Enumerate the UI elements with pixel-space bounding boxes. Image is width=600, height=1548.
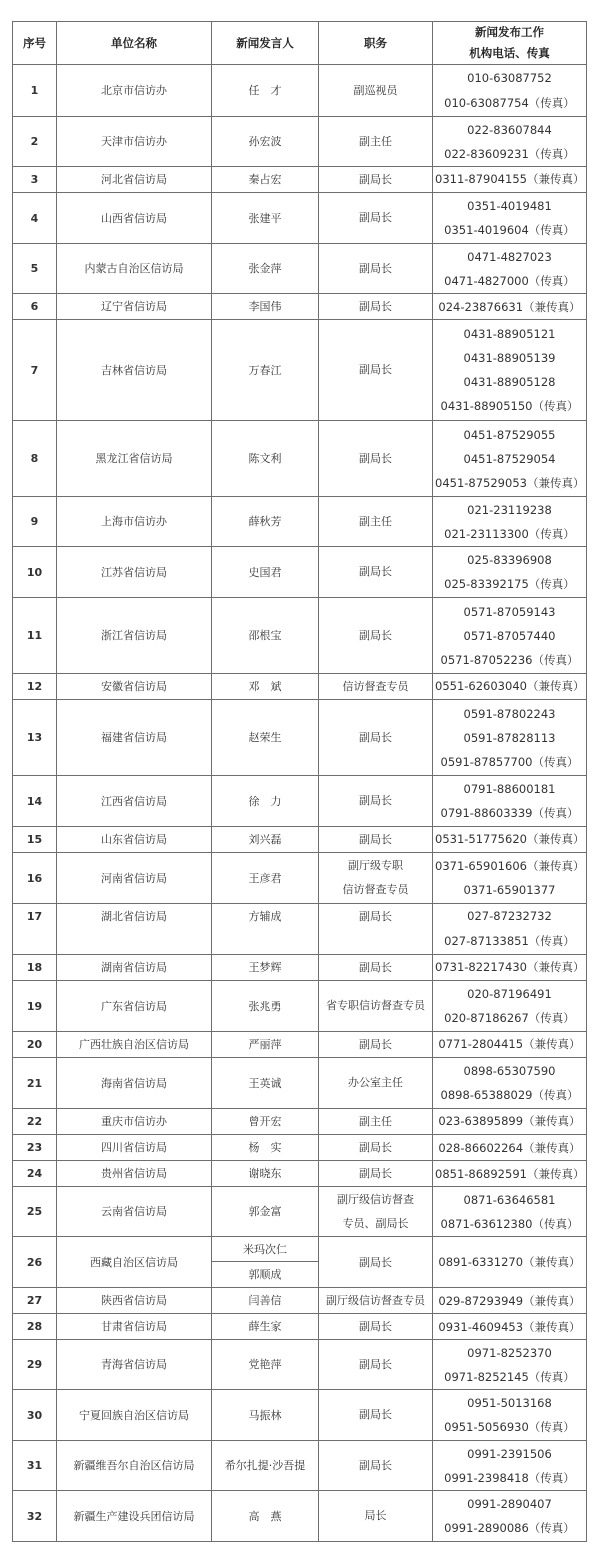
- spokesperson-name: 张兆勇: [212, 981, 319, 1032]
- contact-cell: [433, 547, 587, 598]
- position-cell: [319, 193, 433, 244]
- spokesperson-name: 王彦君: [212, 853, 319, 904]
- phone-number: 0351-4019604（传真）: [444, 223, 575, 237]
- row-index: 17: [13, 904, 57, 955]
- phone-number: 0471-4827023: [467, 249, 552, 264]
- phone-number: 0431-88905121: [463, 327, 556, 341]
- phone-number: 0871-63612380（传真）: [440, 1216, 579, 1231]
- unit-name: 宁夏回族自治区信访局: [57, 1390, 212, 1441]
- position-line: 副巡视员: [353, 84, 398, 97]
- position-cell: [319, 1237, 433, 1288]
- phone-number: 020-87186267（传真）: [444, 1011, 575, 1025]
- position-line: 副局长: [359, 363, 392, 376]
- table-row: [13, 674, 587, 700]
- phone-number: 0431-88905150（传真）: [440, 399, 579, 413]
- phone-number: 0991-2391506: [467, 1446, 552, 1461]
- unit-name: 江苏省信访局: [57, 547, 212, 598]
- table-row: [13, 1058, 587, 1109]
- table-row: [13, 1135, 587, 1161]
- unit-name: 江西省信访局: [57, 776, 212, 827]
- contact-cell: [433, 117, 587, 167]
- position-cell: [319, 1135, 433, 1161]
- spokesperson-name: 方辅成: [212, 904, 319, 955]
- phone-number: 0991-2398418（传真）: [444, 1470, 575, 1485]
- phone-number: 0431-88905139: [463, 351, 556, 365]
- phone-number: 0571-87059143: [463, 604, 556, 619]
- position-line: 办公室主任: [348, 1076, 403, 1089]
- position-cell: [319, 1491, 433, 1542]
- spokesperson-name: 郭顺成: [212, 1262, 319, 1288]
- row-index: 22: [13, 1109, 57, 1135]
- unit-name: 湖南省信访局: [57, 955, 212, 981]
- spokesperson-name: 陈文利: [212, 421, 319, 497]
- position-cell: [319, 1314, 433, 1340]
- phone-number: 0451-87529054: [463, 451, 556, 466]
- header-spokesperson: 新闻发言人: [212, 22, 319, 65]
- unit-name: 广西壮族自治区信访局: [57, 1032, 212, 1058]
- header-index: 序号: [13, 22, 57, 65]
- position-line: 副局长: [359, 1458, 392, 1472]
- unit-name: 山西省信访局: [57, 193, 212, 244]
- phone-number: 021-23119238: [467, 502, 552, 517]
- unit-name: 北京市信访办: [57, 65, 212, 117]
- position-cell: [319, 1161, 433, 1187]
- row-index: 23: [13, 1135, 57, 1161]
- spokesperson-name: 薛秋芳: [212, 497, 319, 547]
- position-line: 副局长: [359, 565, 392, 578]
- phone-number: 023-63895899（兼传真）: [438, 1114, 581, 1128]
- table-row: [13, 193, 587, 244]
- position-cell: [319, 1441, 433, 1491]
- phone-number: 0898-65307590: [463, 1064, 556, 1078]
- position-cell: [319, 1288, 433, 1314]
- table-row: [13, 904, 587, 955]
- contact-cell: [433, 294, 587, 320]
- contact-cell: [433, 421, 587, 497]
- spokesperson-name: 薛生家: [212, 1314, 319, 1340]
- contact-cell: [433, 1288, 587, 1314]
- row-index: 16: [13, 853, 57, 904]
- unit-name: 西藏自治区信访局: [57, 1237, 212, 1288]
- spokesperson-name: 张金萍: [212, 244, 319, 294]
- contact-cell: [433, 904, 587, 955]
- table-row: [13, 700, 587, 776]
- table-row: [13, 1187, 587, 1237]
- row-index: 26: [13, 1237, 57, 1288]
- phone-number: 0898-65388029（传真）: [440, 1088, 579, 1102]
- position-line: 信访督查专员: [342, 883, 409, 896]
- spokesperson-name: 邓 斌: [212, 674, 319, 700]
- spokesperson-name: 任 才: [212, 65, 319, 117]
- unit-name: 天津市信访办: [57, 117, 212, 167]
- spokesperson-name: 党艳萍: [212, 1340, 319, 1390]
- phone-number: 027-87232732: [467, 909, 552, 923]
- position-line: 副局长: [359, 261, 392, 275]
- contact-cell: [433, 1135, 587, 1161]
- phone-number: 021-23113300（传真）: [444, 526, 575, 541]
- phone-number: 0771-2804415（兼传真）: [438, 1037, 581, 1051]
- unit-name: 新疆维吾尔自治区信访局: [57, 1441, 212, 1491]
- contact-cell: [433, 1187, 587, 1237]
- phone-number: 0591-87857700（传真）: [440, 754, 579, 769]
- contact-cell: [433, 853, 587, 904]
- unit-name: 新疆生产建设兵团信访局: [57, 1491, 212, 1542]
- table-row: [13, 1441, 587, 1491]
- table-row: [13, 1032, 587, 1058]
- table-row: [13, 244, 587, 294]
- unit-name: 四川省信访局: [57, 1135, 212, 1161]
- table-row: [13, 827, 587, 853]
- position-cell: [319, 674, 433, 700]
- header-unit: 单位名称: [57, 22, 212, 65]
- position-line: 副局长: [359, 1357, 392, 1371]
- row-index: 8: [13, 421, 57, 497]
- position-cell: [319, 700, 433, 776]
- phone-number: 027-87133851（传真）: [444, 934, 575, 948]
- row-index: 3: [13, 167, 57, 193]
- position-line: 副局长: [359, 1140, 392, 1154]
- contact-cell: [433, 1109, 587, 1135]
- phone-number: 029-87293949（兼传真）: [438, 1293, 581, 1308]
- spokesperson-name: 曾开宏: [212, 1109, 319, 1135]
- contact-cell: [433, 497, 587, 547]
- table-row: [13, 497, 587, 547]
- spokesperson-name: 万春江: [212, 320, 319, 421]
- phone-number: 0571-87057440: [463, 628, 556, 643]
- spokesperson-name: 王梦辉: [212, 955, 319, 981]
- row-index: 27: [13, 1288, 57, 1314]
- position-line: 副局长: [359, 1319, 392, 1333]
- phone-number: 025-83396908: [467, 553, 552, 567]
- row-index: 29: [13, 1340, 57, 1390]
- phone-number: 0531-51775620（兼传真）: [435, 832, 585, 846]
- row-index: 31: [13, 1441, 57, 1491]
- position-line: 副局长: [359, 1255, 392, 1269]
- position-line: 副局长: [359, 794, 392, 807]
- table-row: [13, 1288, 587, 1314]
- position-line: 副主任: [359, 514, 392, 528]
- position-line: 局长: [364, 1509, 387, 1522]
- contact-cell: [433, 1237, 587, 1288]
- phone-number: 0851-86892591（兼传真）: [435, 1166, 585, 1181]
- phone-number: 0371-65901606（兼传真）: [435, 859, 585, 873]
- position-cell: [319, 1390, 433, 1441]
- position-line: 副局长: [359, 299, 392, 313]
- row-index: 10: [13, 547, 57, 598]
- position-line: 副局长: [359, 833, 392, 846]
- row-index: 4: [13, 193, 57, 244]
- position-cell: [319, 294, 433, 320]
- position-cell: [319, 1109, 433, 1135]
- position-line: 副局长: [359, 451, 392, 465]
- position-line: 信访督查专员: [342, 680, 409, 693]
- header-position: 职务: [319, 22, 433, 65]
- unit-name: 河北省信访局: [57, 167, 212, 193]
- row-index: 30: [13, 1390, 57, 1441]
- unit-name: 重庆市信访办: [57, 1109, 212, 1135]
- table-row: [13, 65, 587, 117]
- spokesperson-name: 郭金富: [212, 1187, 319, 1237]
- row-index: 32: [13, 1491, 57, 1542]
- table-row: [13, 598, 587, 674]
- row-index: 14: [13, 776, 57, 827]
- position-line: 副局长: [359, 1038, 392, 1051]
- unit-name: 甘肃省信访局: [57, 1314, 212, 1340]
- phone-number: 0791-88600181: [463, 782, 556, 796]
- contact-cell: [433, 1340, 587, 1390]
- phone-number: 0971-8252145（传真）: [444, 1369, 575, 1384]
- row-index: 6: [13, 294, 57, 320]
- table-row: [13, 1314, 587, 1340]
- table-body: [13, 65, 587, 1542]
- table-row: [13, 1161, 587, 1187]
- position-line: 副厅级信访督查专员: [326, 1293, 425, 1307]
- spokesperson-name: 李国伟: [212, 294, 319, 320]
- row-index: 28: [13, 1314, 57, 1340]
- phone-number: 0451-87529055: [463, 427, 556, 442]
- spokesperson-name: 杨 实: [212, 1135, 319, 1161]
- row-index: 1: [13, 65, 57, 117]
- row-index: 19: [13, 981, 57, 1032]
- position-cell: [319, 1340, 433, 1390]
- contact-cell: [433, 193, 587, 244]
- unit-name: 贵州省信访局: [57, 1161, 212, 1187]
- position-cell: [319, 65, 433, 117]
- contact-cell: [433, 244, 587, 294]
- unit-name: 河南省信访局: [57, 853, 212, 904]
- row-index: 24: [13, 1161, 57, 1187]
- position-line: 副局长: [359, 211, 392, 224]
- table-row: [13, 776, 587, 827]
- phone-number: 0791-88603339（传真）: [440, 806, 579, 820]
- row-index: 12: [13, 674, 57, 700]
- table-row: [13, 981, 587, 1032]
- position-cell: [319, 853, 433, 904]
- header-contact-line1: 新闻发布工作: [475, 25, 544, 39]
- phone-number: 0471-4827000（传真）: [444, 273, 575, 288]
- position-line: 副厅级信访督查: [337, 1192, 414, 1206]
- spokesperson-name: 马振林: [212, 1390, 319, 1441]
- phone-number: 0731-82217430（兼传真）: [435, 960, 585, 974]
- unit-name: 广东省信访局: [57, 981, 212, 1032]
- phone-number: 022-83609231（传真）: [444, 146, 575, 161]
- phone-number: 0591-87802243: [463, 706, 556, 721]
- position-cell: [319, 598, 433, 674]
- contact-cell: [433, 1441, 587, 1491]
- row-index: 11: [13, 598, 57, 674]
- row-index: 2: [13, 117, 57, 167]
- contact-cell: [433, 955, 587, 981]
- phone-number: 0571-87052236（传真）: [440, 652, 579, 667]
- table-row: [13, 167, 587, 193]
- phone-number: 0891-6331270（兼传真）: [438, 1254, 581, 1269]
- row-index: 7: [13, 320, 57, 421]
- contact-cell: [433, 598, 587, 674]
- contact-cell: [433, 981, 587, 1032]
- position-cell: [319, 320, 433, 421]
- position-line: 副主任: [359, 134, 392, 148]
- spokesperson-name: 希尔扎提·沙吾提: [212, 1441, 319, 1491]
- position-line: 专员、副局长: [342, 1216, 409, 1230]
- position-line: 副局长: [359, 730, 392, 744]
- phone-number: 0311-87904155（兼传真）: [435, 172, 585, 186]
- table-row: [13, 1390, 587, 1441]
- position-line: 副局长: [359, 1408, 392, 1421]
- phone-number: 010-63087752: [467, 70, 552, 85]
- position-line: 副局长: [359, 1166, 392, 1180]
- phone-number: 022-83607844: [467, 122, 552, 137]
- table-row: [13, 1109, 587, 1135]
- phone-number: 0451-87529053（兼传真）: [435, 475, 585, 490]
- unit-name: 山东省信访局: [57, 827, 212, 853]
- table-row: [13, 547, 587, 598]
- table-row: [13, 1237, 587, 1262]
- position-cell: [319, 421, 433, 497]
- phone-number: 020-87196491: [467, 987, 552, 1001]
- spokesperson-name: 刘兴磊: [212, 827, 319, 853]
- header-contact-line2: 机构电话、传真: [469, 46, 550, 60]
- phone-number: 0871-63646581: [463, 1192, 556, 1207]
- phone-number: 0991-2890407: [467, 1497, 552, 1511]
- spokesperson-name: 谢晓东: [212, 1161, 319, 1187]
- contact-cell: [433, 1161, 587, 1187]
- contact-cell: [433, 65, 587, 117]
- spokesperson-name: 王英诚: [212, 1058, 319, 1109]
- row-index: 25: [13, 1187, 57, 1237]
- spokesperson-name: 徐 力: [212, 776, 319, 827]
- phone-number: 0991-2890086（传真）: [444, 1521, 575, 1535]
- row-index: 15: [13, 827, 57, 853]
- row-index: 13: [13, 700, 57, 776]
- table-row: [13, 294, 587, 320]
- position-cell: [319, 827, 433, 853]
- position-line: 副厅级专职: [348, 859, 403, 872]
- row-index: 18: [13, 955, 57, 981]
- table-row: [13, 1340, 587, 1390]
- phone-number: 010-63087754（传真）: [444, 95, 575, 110]
- phone-number: 0351-4019481: [467, 199, 552, 213]
- phone-number: 0951-5013168: [467, 1396, 552, 1410]
- unit-name: 辽宁省信访局: [57, 294, 212, 320]
- unit-name: 云南省信访局: [57, 1187, 212, 1237]
- spokesperson-name: 邵根宝: [212, 598, 319, 674]
- position-cell: [319, 497, 433, 547]
- contact-cell: [433, 1491, 587, 1542]
- unit-name: 上海市信访办: [57, 497, 212, 547]
- phone-number: 028-86602264（兼传真）: [438, 1140, 581, 1155]
- contact-cell: [433, 776, 587, 827]
- unit-name: 湖北省信访局: [57, 904, 212, 955]
- position-line: 副局长: [359, 628, 392, 642]
- position-line: 副主任: [359, 1115, 392, 1128]
- phone-number: 0371-65901377: [463, 883, 556, 897]
- phone-number: 0931-4609453（兼传真）: [438, 1319, 581, 1334]
- spokesperson-name: 米玛次仁: [212, 1237, 319, 1262]
- table-row: [13, 421, 587, 497]
- spokesperson-name: 史国君: [212, 547, 319, 598]
- phone-number: 0951-5056930（传真）: [444, 1420, 575, 1434]
- position-cell: [319, 167, 433, 193]
- unit-name: 浙江省信访局: [57, 598, 212, 674]
- table-row: [13, 320, 587, 421]
- position-line: 省专职信访督查专员: [326, 999, 425, 1012]
- unit-name: 内蒙古自治区信访局: [57, 244, 212, 294]
- phone-number: 0431-88905128: [463, 375, 556, 389]
- spokesperson-name: 赵荣生: [212, 700, 319, 776]
- position-cell: [319, 547, 433, 598]
- spokesperson-name: 高 燕: [212, 1491, 319, 1542]
- contact-cell: [433, 167, 587, 193]
- spokesperson-table: [12, 21, 587, 1542]
- unit-name: 安徽省信访局: [57, 674, 212, 700]
- header-contact: [433, 22, 587, 65]
- position-cell: [319, 904, 433, 955]
- spokesperson-name: 严丽萍: [212, 1032, 319, 1058]
- row-index: 9: [13, 497, 57, 547]
- position-line: 副局长: [359, 961, 392, 974]
- position-cell: [319, 244, 433, 294]
- unit-name: 青海省信访局: [57, 1340, 212, 1390]
- position-line: 副局长: [359, 910, 392, 923]
- contact-cell: [433, 674, 587, 700]
- phone-number: 0591-87828113: [463, 730, 556, 745]
- table-row: [13, 1491, 587, 1542]
- position-line: 副局长: [359, 173, 392, 186]
- table-header-row: [13, 22, 587, 65]
- contact-cell: [433, 320, 587, 421]
- phone-number: 0551-62603040（兼传真）: [435, 679, 585, 693]
- position-cell: [319, 955, 433, 981]
- unit-name: 黑龙江省信访局: [57, 421, 212, 497]
- unit-name: 海南省信访局: [57, 1058, 212, 1109]
- contact-cell: [433, 1390, 587, 1441]
- unit-name: 吉林省信访局: [57, 320, 212, 421]
- position-cell: [319, 1187, 433, 1237]
- unit-name: 福建省信访局: [57, 700, 212, 776]
- position-cell: [319, 117, 433, 167]
- phone-number: 024-23876631（兼传真）: [438, 299, 581, 314]
- spokesperson-name: 闫善信: [212, 1288, 319, 1314]
- contact-cell: [433, 1314, 587, 1340]
- phone-number: 025-83392175（传真）: [444, 577, 575, 591]
- position-cell: [319, 1032, 433, 1058]
- table-row: [13, 117, 587, 167]
- spokesperson-name: 张建平: [212, 193, 319, 244]
- position-cell: [319, 776, 433, 827]
- spokesperson-name: 孙宏波: [212, 117, 319, 167]
- row-index: 20: [13, 1032, 57, 1058]
- row-index: 5: [13, 244, 57, 294]
- contact-cell: [433, 1058, 587, 1109]
- row-index: 21: [13, 1058, 57, 1109]
- phone-number: 0971-8252370: [467, 1345, 552, 1360]
- position-cell: [319, 981, 433, 1032]
- table-row: [13, 853, 587, 904]
- contact-cell: [433, 827, 587, 853]
- unit-name: 陕西省信访局: [57, 1288, 212, 1314]
- position-cell: [319, 1058, 433, 1109]
- contact-cell: [433, 1032, 587, 1058]
- contact-cell: [433, 700, 587, 776]
- table-row: [13, 955, 587, 981]
- spokesperson-name: 秦占宏: [212, 167, 319, 193]
